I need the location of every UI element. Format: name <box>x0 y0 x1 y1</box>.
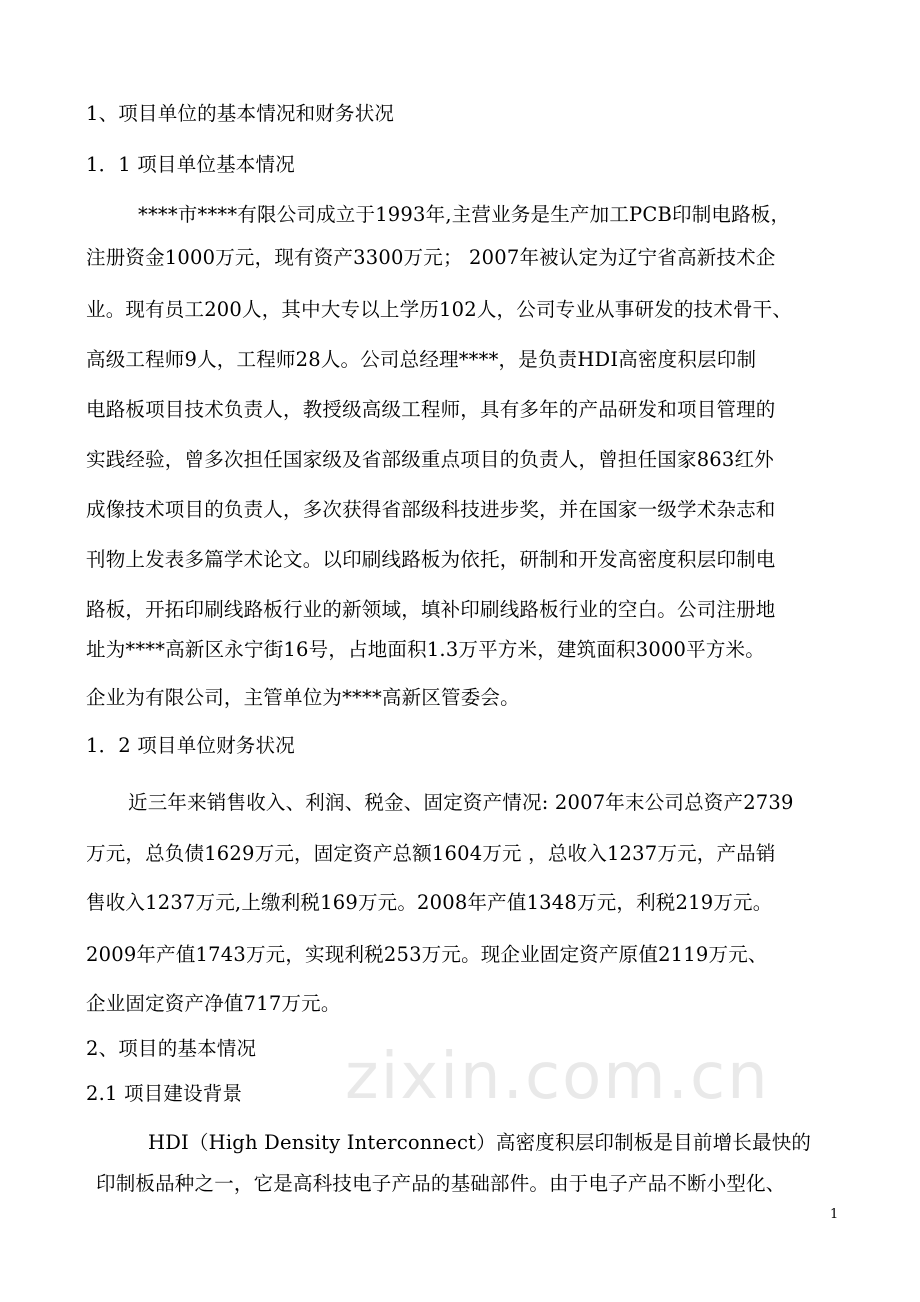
paragraph-line: 售收入1237万元,上缴利税169万元。2008年产值1348万元，利税219万元。 <box>86 891 773 914</box>
paragraph-line: 高级工程师9人，工程师28人。公司总经理****，是负责HDI高密度积层印制 <box>86 348 757 371</box>
paragraph-line: 万元，总负债1629万元，固定资产总额1604万元 ，总收入1237万元，产品销 <box>86 842 776 865</box>
paragraph-line: 近三年来销售收入、利润、税金、固定资产情况: 2007年末公司总资产2739 <box>128 791 794 814</box>
heading-section-1-2: 1．2 项目单位财务状况 <box>86 734 295 757</box>
paragraph-line: HDI（High Density Interconnect）高密度积层印制板是目前增长最快的 <box>148 1131 812 1154</box>
paragraph-line: 业。现有员工200人，其中大专以上学历102人，公司专业从事研发的技术骨干、 <box>86 298 793 321</box>
paragraph-line: 实践经验，曾多次担任国家级及省部级重点项目的负责人，曾担任国家863红外 <box>86 448 774 471</box>
paragraph-line: 电路板项目技术负责人，教授级高级工程师，具有多年的产品研发和项目管理的 <box>86 398 776 421</box>
paragraph-line: 址为****高新区永宁街16号，占地面积1.3万平方米，建筑面积3000平方米。 <box>86 638 765 661</box>
watermark-text: zixin.com.cn <box>345 1040 770 1114</box>
heading-section-2: 2、项目的基本情况 <box>86 1037 257 1060</box>
paragraph-line: 成像技术项目的负责人，多次获得省部级科技进步奖，并在国家一级学术杂志和 <box>86 498 776 521</box>
page-number: 1 <box>830 1207 839 1222</box>
heading-section-2-1: 2.1 项目建设背景 <box>86 1082 243 1105</box>
paragraph-line: 2009年产值1743万元，实现利税253万元。现企业固定资产原值2119万元、 <box>86 943 768 966</box>
paragraph-line: 刊物上发表多篇学术论文。以印刷线路板为依托，研制和开发高密度积层印制电 <box>86 548 776 571</box>
heading-section-1-1: 1．1 项目单位基本情况 <box>86 153 295 176</box>
paragraph-line: 企业固定资产净值717万元。 <box>86 992 341 1015</box>
paragraph-line: 印制板品种之一，它是高科技电子产品的基础部件。由于电子产品不断小型化、 <box>96 1172 786 1195</box>
paragraph-line: 企业为有限公司，主管单位为****高新区管委会。 <box>86 686 520 709</box>
paragraph-line: ****市****有限公司成立于1993年,主营业务是生产加工PCB印制电路板， <box>138 203 791 226</box>
heading-section-1: 1、项目单位的基本情况和财务状况 <box>86 102 395 125</box>
paragraph-line: 路板，开拓印刷线路板行业的新领域，填补印刷线路板行业的空白。公司注册地 <box>86 598 776 621</box>
paragraph-line: 注册资金1000万元，现有资产3300万元； 2007年被认定为辽宁省高新技术企 <box>86 246 776 269</box>
